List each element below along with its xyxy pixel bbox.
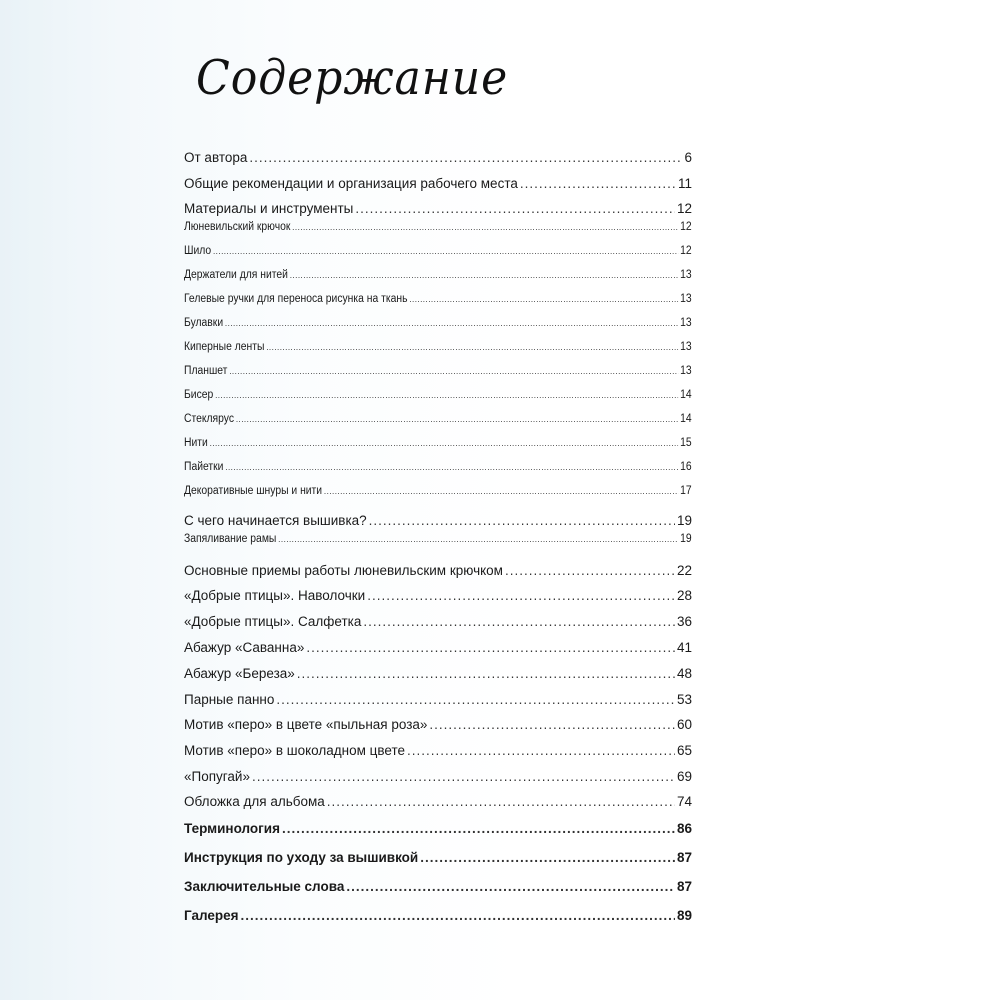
leader-dots — [369, 513, 675, 528]
toc-entry-page: 13 — [680, 269, 692, 281]
toc-entry-title: «Добрые птицы». Салфетка — [184, 614, 362, 629]
page-title: Содержание — [196, 50, 509, 106]
toc-entry — [184, 513, 692, 528]
leader-dots — [355, 201, 675, 216]
toc-entry-page: 69 — [676, 769, 692, 784]
toc-entry-title: Шило — [184, 245, 212, 257]
toc-entry-page: 41 — [676, 640, 692, 655]
toc-entry-page: 15 — [680, 437, 692, 449]
toc-entry-page: 36 — [676, 614, 692, 629]
toc-entry-page: 28 — [676, 588, 692, 603]
leader-dots — [276, 692, 675, 707]
toc-subentry — [184, 341, 692, 353]
leader-dots — [282, 821, 675, 836]
toc-entry-page: 65 — [676, 743, 692, 758]
leader-dots — [363, 614, 675, 629]
toc-entry-title: От автора — [184, 150, 248, 165]
leader-dots — [346, 879, 675, 894]
leader-dots — [241, 908, 675, 923]
toc-entry-title: Декоративные шнуры и нити — [184, 485, 323, 497]
leader-dots — [213, 245, 678, 257]
leader-dots — [306, 640, 675, 655]
toc-entry-title: Нити — [184, 437, 208, 449]
leader-dots — [324, 485, 678, 497]
toc-entry-page: 48 — [676, 666, 692, 681]
toc-entry-title: Общие рекомендации и организация рабочего места — [184, 176, 518, 191]
toc-entry-title: «Добрые птицы». Наволочки — [184, 588, 366, 603]
leader-dots — [210, 437, 679, 449]
toc-subentry — [184, 269, 692, 281]
toc-entry-title: Киперные ленты — [184, 341, 265, 353]
toc-entry-page: 60 — [676, 717, 692, 732]
toc-entry-title: Держатели для нитей — [184, 269, 288, 281]
leader-dots — [420, 850, 675, 865]
leader-dots — [505, 563, 675, 578]
leader-dots — [520, 176, 676, 191]
toc-entry-page: 12 — [676, 201, 692, 216]
leader-dots — [249, 150, 682, 165]
leader-dots — [266, 341, 678, 353]
toc-subentry — [184, 365, 692, 377]
toc-entry — [184, 821, 692, 836]
toc-entry — [184, 794, 692, 809]
toc-entry-page: 13 — [680, 341, 692, 353]
toc-entry-page: 12 — [680, 245, 692, 257]
toc-entry-page: 14 — [680, 389, 692, 401]
leader-dots — [367, 588, 675, 603]
toc-entry-title: Стеклярус — [184, 413, 235, 425]
toc-subentry — [184, 245, 692, 257]
toc-entry — [184, 614, 692, 629]
toc-entry-title: Булавки — [184, 317, 224, 329]
toc-subentry — [184, 461, 692, 473]
toc-entry-title: Мотив «перо» в цвете «пыльная роза» — [184, 717, 428, 732]
toc-subentry — [184, 437, 692, 449]
toc-entry-title: Гелевые ручки для переноса рисунка на ткань — [184, 293, 408, 305]
toc-subentry — [184, 413, 692, 425]
toc-entry-page: 22 — [676, 563, 692, 578]
toc-entry-title: Заключительные слова — [184, 879, 345, 894]
toc-entry-title: Люневильский крючок — [184, 221, 291, 233]
leader-dots — [292, 221, 678, 233]
leader-dots — [290, 269, 679, 281]
leader-dots — [229, 365, 678, 377]
toc-entry-page: 13 — [680, 317, 692, 329]
toc-entry-title: «Попугай» — [184, 769, 250, 784]
leader-dots — [236, 413, 678, 425]
toc-entry — [184, 666, 692, 681]
toc-entry — [184, 717, 692, 732]
toc-entry-page: 6 — [684, 150, 692, 165]
toc-subentry — [184, 293, 692, 305]
toc-entry-page: 11 — [677, 176, 692, 191]
toc-entry — [184, 201, 692, 216]
leader-dots — [327, 794, 675, 809]
toc-entry-page: 12 — [680, 221, 692, 233]
toc-entry — [184, 176, 692, 191]
toc-entry — [184, 769, 692, 784]
toc-entry-title: Пайетки — [184, 461, 224, 473]
toc-entry-title: Запяливание рамы — [184, 533, 277, 545]
toc-entry — [184, 879, 692, 894]
toc-entry-title: Абажур «Саванна» — [184, 640, 305, 655]
toc-entry-page: 13 — [680, 365, 692, 377]
toc-entry-title: Основные приемы работы люневильским крючком — [184, 563, 503, 578]
leader-dots — [278, 533, 678, 545]
toc-entry — [184, 908, 692, 923]
toc-entry-page: 14 — [680, 413, 692, 425]
toc-entry — [184, 150, 692, 165]
toc-entry-title: Абажур «Береза» — [184, 666, 295, 681]
toc-subentry — [184, 485, 692, 497]
leader-dots — [297, 666, 675, 681]
leader-dots — [407, 743, 675, 758]
toc-entry — [184, 588, 692, 603]
toc-entry-page: 87 — [676, 850, 692, 865]
toc-entry-title: С чего начинается вышивка? — [184, 513, 367, 528]
toc-entry-page: 19 — [680, 533, 692, 545]
toc-subentry — [184, 317, 692, 329]
toc-entry — [184, 563, 692, 578]
toc-entry-page: 74 — [676, 794, 692, 809]
toc-entry-title: Парные панно — [184, 692, 275, 707]
toc-entry-title: Материалы и инструменты — [184, 201, 354, 216]
toc-entry — [184, 743, 692, 758]
toc-entry-page: 53 — [676, 692, 692, 707]
toc-entry-title: Обложка для альбома — [184, 794, 325, 809]
leader-dots — [225, 461, 678, 473]
leader-dots — [225, 317, 678, 329]
toc-entry-title: Планшет — [184, 365, 228, 377]
toc-entry-page: 86 — [676, 821, 692, 836]
toc-entry-page: 19 — [676, 513, 692, 528]
toc-subentry — [184, 533, 692, 545]
toc-entry — [184, 850, 692, 865]
leader-dots — [252, 769, 675, 784]
toc-entry-page: 13 — [680, 293, 692, 305]
toc-subentry — [184, 221, 692, 233]
toc-entry-page: 17 — [680, 485, 692, 497]
leader-dots — [409, 293, 678, 305]
toc-entry-title: Бисер — [184, 389, 214, 401]
toc-entry — [184, 640, 692, 655]
toc-entry-page: 16 — [680, 461, 692, 473]
toc-entry — [184, 692, 692, 707]
toc-entry-title: Мотив «перо» в шоколадном цвете — [184, 743, 405, 758]
toc-entry-page: 89 — [676, 908, 692, 923]
toc-subentry — [184, 389, 692, 401]
toc-entry-title: Инструкция по уходу за вышивкой — [184, 850, 419, 865]
toc-entry-title: Галерея — [184, 908, 239, 923]
toc-entry-page: 87 — [676, 879, 692, 894]
leader-dots — [215, 389, 678, 401]
toc-entry-title: Терминология — [184, 821, 280, 836]
leader-dots — [429, 717, 675, 732]
